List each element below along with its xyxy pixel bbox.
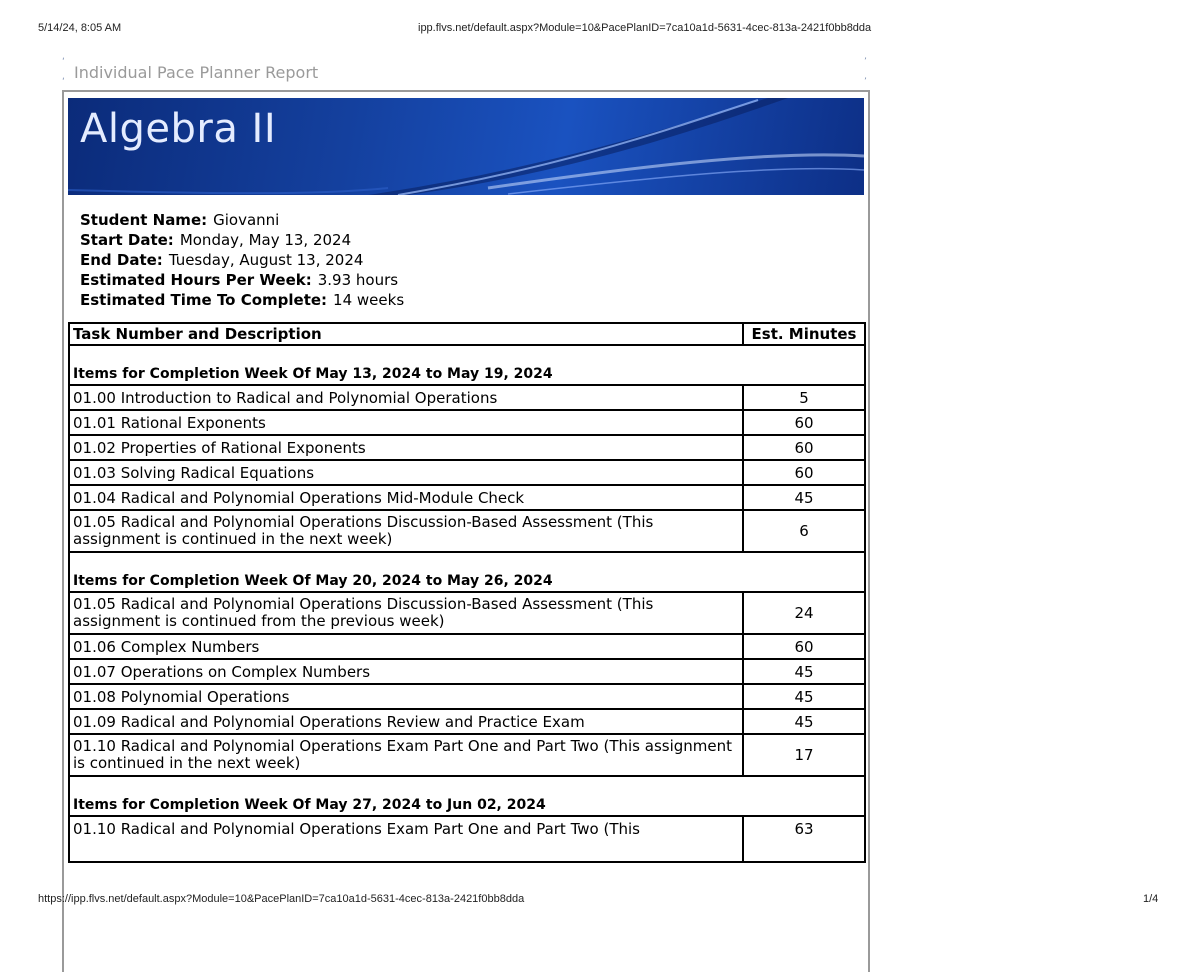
student-info (80, 210, 404, 310)
table-row (69, 460, 865, 485)
frame-corner-tl: ‘ (62, 57, 65, 67)
task-cell: 01.04 Radical and Polynomial Operations Mid-Module Check (69, 485, 743, 510)
print-datetime: 5/14/24, 8:05 AM (38, 22, 122, 34)
table-row (69, 435, 865, 460)
task-cell: 01.10 Radical and Polynomial Operations Exam Part One and Part Two (This assignment is continued in the next week) (69, 734, 743, 776)
table-row (69, 410, 865, 435)
week-label: Items for Completion Week Of May 13, 2024 to May 19, 2024 (69, 345, 865, 385)
table-header-row (69, 323, 865, 345)
task-cell: 01.05 Radical and Polynomial Operations Discussion-Based Assessment (This assignment is continued in the next week) (69, 510, 743, 552)
start-date-label: Start Date: (80, 231, 174, 249)
minutes-cell: 60 (743, 460, 865, 485)
print-footer-url: https://ipp.flvs.net/default.aspx?Module=10&PacePlanID=7ca10a1d-5631-4cec-813a-2421f0bb8dda (38, 893, 525, 905)
task-cell: 01.03 Solving Radical Equations (69, 460, 743, 485)
table-row (69, 634, 865, 659)
task-cell: 01.05 Radical and Polynomial Operations Discussion-Based Assessment (This assignment is continued from the previous week) (69, 592, 743, 634)
task-cell: 01.10 Radical and Polynomial Operations Exam Part One and Part Two (This (69, 816, 743, 862)
task-cell: 01.01 Rational Exponents (69, 410, 743, 435)
start-date-row (80, 230, 404, 250)
time-to-complete-row (80, 290, 404, 310)
minutes-cell: 63 (743, 816, 865, 862)
table-row (69, 709, 865, 734)
student-name-label: Student Name: (80, 211, 208, 229)
end-date-label: End Date: (80, 251, 163, 269)
hours-per-week-row (80, 270, 404, 290)
minutes-cell: 60 (743, 634, 865, 659)
table-row (69, 734, 865, 776)
print-page-number: 1/4 (1143, 893, 1159, 905)
table-row (69, 510, 865, 552)
minutes-cell: 17 (743, 734, 865, 776)
minutes-cell: 45 (743, 709, 865, 734)
hours-per-week-value: 3.93 hours (317, 271, 399, 289)
minutes-cell: 60 (743, 410, 865, 435)
report-title: Individual Pace Planner Report (74, 63, 319, 82)
task-cell: 01.00 Introduction to Radical and Polynomial Operations (69, 385, 743, 410)
week-header-row (69, 345, 865, 385)
student-name-value: Giovanni (213, 211, 280, 229)
hours-per-week-label: Estimated Hours Per Week: (80, 271, 312, 289)
task-cell: 01.09 Radical and Polynomial Operations Review and Practice Exam (69, 709, 743, 734)
frame-corner-bl: ‘ (62, 77, 65, 87)
task-cell: 01.08 Polynomial Operations (69, 684, 743, 709)
week-label: Items for Completion Week Of May 27, 2024 to Jun 02, 2024 (69, 776, 865, 816)
table-row (69, 592, 865, 634)
table-row (69, 659, 865, 684)
student-name-row (80, 210, 404, 230)
table-row (69, 485, 865, 510)
task-cell: 01.06 Complex Numbers (69, 634, 743, 659)
report-content (62, 90, 870, 972)
task-cell: 01.07 Operations on Complex Numbers (69, 659, 743, 684)
minutes-cell: 45 (743, 485, 865, 510)
time-to-complete-value: 14 weeks (333, 291, 405, 309)
end-date-row (80, 250, 404, 270)
minutes-column-header: Est. Minutes (743, 323, 865, 345)
week-header-row (69, 776, 865, 816)
task-column-header: Task Number and Description (69, 323, 743, 345)
minutes-cell: 24 (743, 592, 865, 634)
minutes-cell: 6 (743, 510, 865, 552)
week-label: Items for Completion Week Of May 20, 2024 to May 26, 2024 (69, 552, 865, 592)
task-cell: 01.02 Properties of Rational Exponents (69, 435, 743, 460)
week-header-row (69, 552, 865, 592)
frame-corner-tr: ’ (864, 57, 867, 67)
print-header-url: ipp.flvs.net/default.aspx?Module=10&PacePlanID=7ca10a1d-5631-4cec-813a-2421f0bb8dda (418, 22, 872, 34)
table-row (69, 385, 865, 410)
start-date-value: Monday, May 13, 2024 (179, 231, 352, 249)
pace-plan-table (68, 322, 866, 863)
time-to-complete-label: Estimated Time To Complete: (80, 291, 328, 309)
minutes-cell: 5 (743, 385, 865, 410)
course-title: Algebra II (80, 106, 277, 152)
table-row (69, 816, 865, 862)
course-banner (68, 98, 864, 195)
frame-corner-br: ’ (864, 77, 867, 87)
end-date-value: Tuesday, August 13, 2024 (168, 251, 364, 269)
minutes-cell: 45 (743, 659, 865, 684)
minutes-cell: 45 (743, 684, 865, 709)
minutes-cell: 60 (743, 435, 865, 460)
table-row (69, 684, 865, 709)
